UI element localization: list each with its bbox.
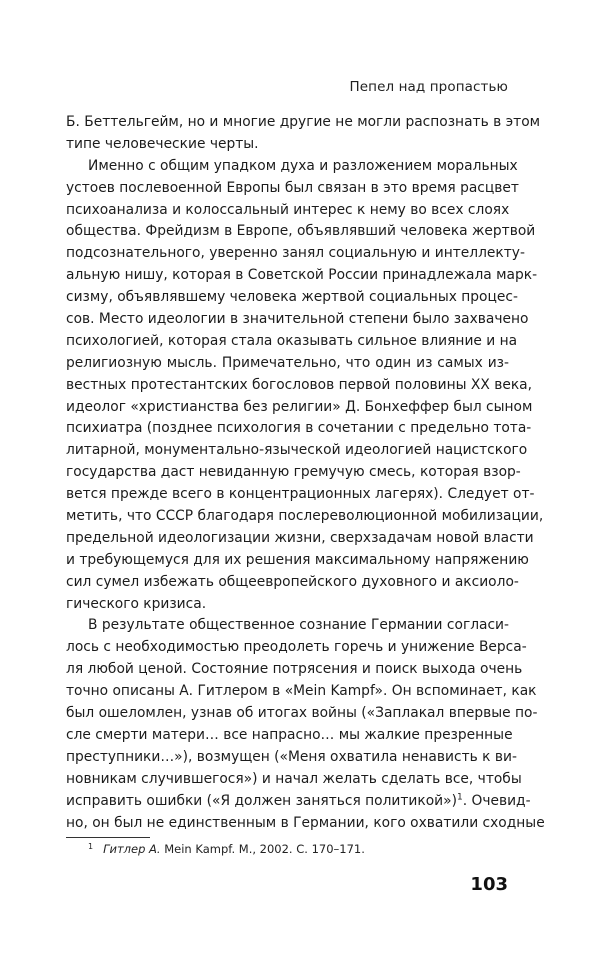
text-line-content: В результате общественное сознание Германии согласи- [88, 617, 509, 634]
text-line [66, 331, 518, 353]
text-line [66, 265, 538, 287]
text-line-content: Именно с общим упадком духа и разложением моральных [88, 157, 518, 174]
body-text [66, 112, 545, 834]
running-head: Пепел над пропастью [349, 79, 508, 95]
text-line-content: исправить ошибки («Я должен заняться политикой») [66, 792, 457, 809]
text-line-tail: . Очевид- [462, 792, 531, 809]
text-line [66, 221, 536, 243]
text-line [66, 287, 518, 309]
text-line [66, 594, 509, 616]
text-line-content: Б. Беттельгейм, но и многие другие не могли распознать в этом [66, 114, 541, 130]
text-line [66, 747, 517, 769]
text-line-content: идеолог «христианства без религии» Д. Бонхеффер был сыном [66, 398, 533, 415]
text-line-content: религиозную мысль. Примечательно, что один из самых из- [66, 354, 509, 371]
text-line-content: сов. Место идеологии в значительной степени было захвачено [66, 311, 529, 328]
text-line-content: сизму, объявлявшему человека жертвой социальных процес- [66, 289, 518, 306]
text-line-content: метить, что СССР благодаря послереволюционной мобилизации, [66, 508, 544, 525]
text-line [66, 813, 545, 835]
footnote [88, 842, 365, 856]
text-line-content: психиатра (позднее психология в сочетании с предельно тота- [66, 420, 532, 437]
text-line-content: устоев послевоенной Европы был связан в это время расцвет [66, 179, 519, 196]
text-line [66, 200, 509, 222]
footnote-reference: 1 [456, 792, 463, 803]
text-line [66, 528, 534, 550]
text-line-content: лось с необходимостью преодолеть горечь и унижение Верса- [66, 639, 527, 656]
text-line [66, 178, 519, 200]
text-line-content: психоанализа и колоссальный интерес к нему во всех слоях [66, 201, 510, 218]
text-line [66, 506, 544, 528]
text-line [66, 703, 538, 725]
text-line-content: альную нишу, которая в Советской России принадлежала марк- [66, 267, 538, 284]
text-line [66, 769, 522, 791]
footnote-rule [66, 837, 150, 838]
text-line [66, 550, 529, 572]
text-line-content: но, он был не единственным в Германии, кого охватили сходные [66, 814, 545, 831]
text-line-content: вестных протестантских богословов первой половины XX века, [66, 376, 532, 393]
text-line [66, 309, 529, 331]
text-line [66, 725, 513, 747]
text-line-content: был ошеломлен, узнав об итогах войны («Заплакал впервые по- [66, 705, 538, 722]
text-line-content: и требующемуся для их решения максимальному напряжению [66, 551, 529, 568]
text-line [66, 243, 525, 265]
text-line [66, 418, 532, 440]
text-line [66, 375, 532, 397]
text-line-content: государства даст невиданную гремучую смесь, которая взор- [66, 464, 521, 481]
text-line [66, 156, 518, 178]
text-line-content: общества. Фрейдизм в Европе, объявлявший человека жертвой [66, 223, 536, 240]
text-line-content: гического кризиса. [66, 595, 207, 612]
text-line [66, 134, 509, 156]
text-line-content: подсознательного, уверенно занял социальную и интеллекту- [66, 245, 525, 262]
text-line-content: новникам случившегося») и начал желать сделать все, чтобы [66, 770, 522, 787]
text-line-content: ля любой ценой. Состояние потрясения и поиск выхода очень [66, 661, 523, 678]
text-line [66, 572, 519, 594]
text-line [66, 484, 535, 506]
footnote-text: Mein Kampf. М., 2002. С. 170–171. [160, 842, 365, 856]
text-line-content: сил сумел избежать общеевропейского духовного и аксиоло- [66, 573, 519, 590]
text-line-content: предельной идеологизации жизни, сверхзадачам новой власти [66, 529, 534, 546]
text-line-content: литарной, монументально-языческой идеологией нацистского [66, 442, 528, 459]
text-line [66, 791, 531, 813]
text-line [66, 681, 537, 703]
footnote-author: Гитлер А. [103, 842, 161, 856]
text-line-content: сле смерти матери… все напрасно… мы жалкие презренные [66, 726, 513, 743]
text-line [66, 353, 509, 375]
text-line-content: преступники…»), возмущен («Меня охватила ненависть к ви- [66, 748, 517, 765]
text-line [66, 440, 528, 462]
text-line-content: вется прежде всего в концентрационных лагерях). Следует от- [66, 486, 535, 503]
text-line [66, 659, 523, 681]
text-line [66, 637, 527, 659]
text-line [66, 112, 541, 134]
page-number: 103 [470, 874, 508, 895]
text-line-content: психологией, которая стала оказывать сильное влияние и на [66, 332, 518, 349]
text-line [66, 397, 533, 419]
text-line [66, 615, 509, 637]
text-line [66, 462, 521, 484]
text-line-content: типе человеческие черты. [66, 135, 259, 152]
text-line-content: точно описаны А. Гитлером в «Mein Kampf». Он вспоминает, как [66, 683, 537, 700]
footnote-mark: 1 [88, 842, 94, 851]
